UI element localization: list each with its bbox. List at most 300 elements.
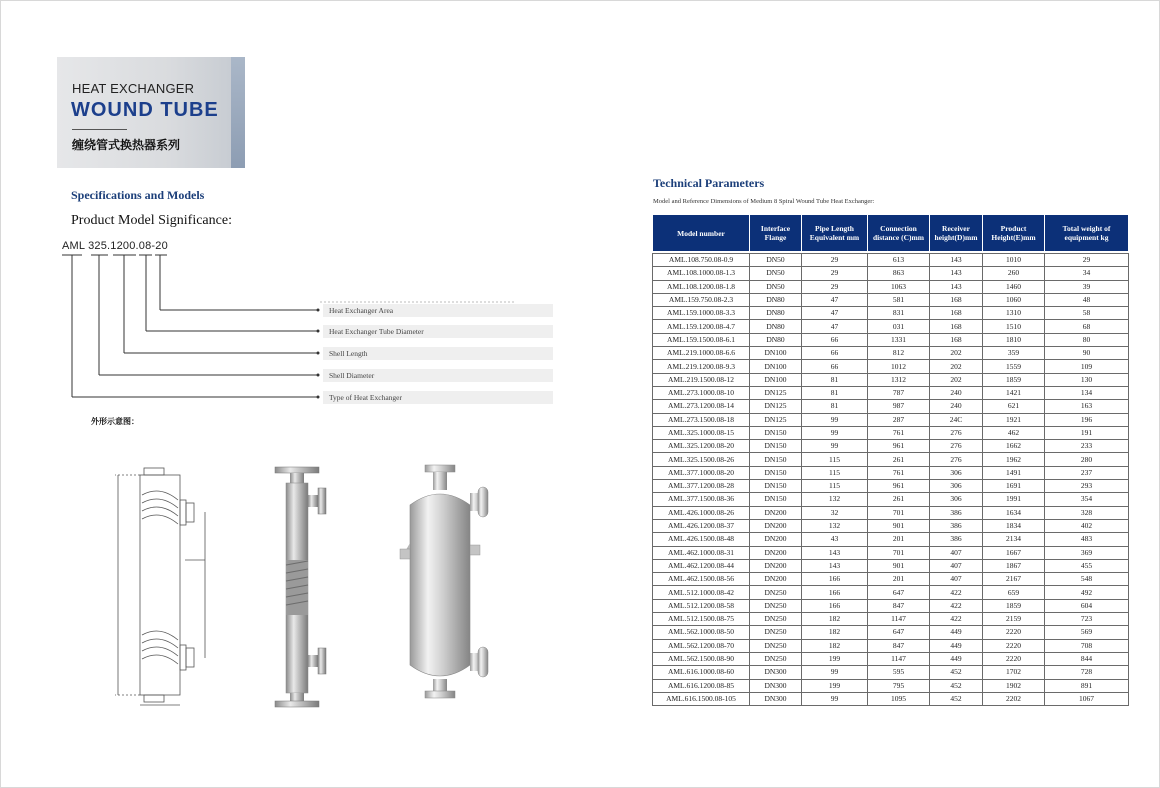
- table-cell: 24C: [930, 413, 983, 426]
- table-body: [653, 252, 1129, 706]
- table-cell: AML.616.1200.08-85: [653, 679, 750, 692]
- table-cell: 199: [802, 652, 868, 665]
- table-cell: AML.159.750.08-2.3: [653, 293, 750, 306]
- table-cell: 595: [868, 666, 930, 679]
- label-shell-length: Shell Length: [323, 347, 553, 360]
- table-cell: AML.562.1200.08-70: [653, 639, 750, 652]
- table-row: [653, 413, 1129, 426]
- table-cell: 659: [983, 586, 1045, 599]
- table-cell: AML.325.1500.08-26: [653, 453, 750, 466]
- table-cell: 43: [802, 533, 868, 546]
- table-cell: 452: [930, 692, 983, 705]
- table-cell: AML.219.1200.08-9.3: [653, 360, 750, 373]
- table-cell: 143: [802, 546, 868, 559]
- table-cell: 723: [1045, 613, 1129, 626]
- table-cell: 143: [802, 559, 868, 572]
- column-header: Product Height(E)mm: [983, 215, 1045, 252]
- table-cell: DN150: [750, 466, 802, 479]
- table-cell: 90: [1045, 347, 1129, 360]
- table-cell: 130: [1045, 373, 1129, 386]
- table-cell: 369: [1045, 546, 1129, 559]
- table-cell: AML.616.1500.08-105: [653, 692, 750, 705]
- table-cell: AML.426.1200.08-37: [653, 519, 750, 532]
- table-row: [653, 519, 1129, 532]
- table-cell: DN150: [750, 426, 802, 439]
- table-cell: DN250: [750, 652, 802, 665]
- table-cell: DN200: [750, 546, 802, 559]
- table-cell: 1662: [983, 440, 1045, 453]
- table-cell: 202: [930, 373, 983, 386]
- table-header-row: [653, 215, 1129, 252]
- table-cell: 647: [868, 586, 930, 599]
- table-cell: 280: [1045, 453, 1129, 466]
- table-cell: 47: [802, 320, 868, 333]
- table-cell: AML.377.1500.08-36: [653, 493, 750, 506]
- column-header: Connection distance (C)mm: [868, 215, 930, 252]
- table-cell: 166: [802, 573, 868, 586]
- polished-column: [275, 467, 326, 707]
- table-cell: DN125: [750, 400, 802, 413]
- table-cell: 166: [802, 586, 868, 599]
- table-cell: 287: [868, 413, 930, 426]
- table-row: [653, 373, 1129, 386]
- table-row: [653, 426, 1129, 439]
- table-row: [653, 586, 1129, 599]
- column-header: Interface Flange: [750, 215, 802, 252]
- table-cell: 132: [802, 519, 868, 532]
- technical-parameters-heading: Technical Parameters: [653, 176, 765, 190]
- table-cell: 483: [1045, 533, 1129, 546]
- table-cell: 166: [802, 599, 868, 612]
- table-cell: 168: [930, 320, 983, 333]
- table-cell: AML.426.1000.08-26: [653, 506, 750, 519]
- table-cell: 844: [1045, 652, 1129, 665]
- table-cell: DN100: [750, 373, 802, 386]
- table-cell: 2134: [983, 533, 1045, 546]
- model-code: AML 325.1200.08-20: [62, 240, 168, 252]
- table-cell: 240: [930, 386, 983, 399]
- table-cell: DN50: [750, 267, 802, 280]
- table-cell: 163: [1045, 400, 1129, 413]
- table-cell: 708: [1045, 639, 1129, 652]
- table-cell: 031: [868, 320, 930, 333]
- label-shell-diameter: Shell Diameter: [323, 369, 553, 382]
- table-cell: 449: [930, 652, 983, 665]
- table-cell: 891: [1045, 679, 1129, 692]
- table-cell: AML.219.1500.08-12: [653, 373, 750, 386]
- table-cell: 1460: [983, 280, 1045, 293]
- table-cell: 58: [1045, 307, 1129, 320]
- table-cell: 81: [802, 386, 868, 399]
- table-cell: AML.512.1000.08-42: [653, 586, 750, 599]
- table-cell: 422: [930, 586, 983, 599]
- table-cell: 81: [802, 373, 868, 386]
- table-cell: 202: [930, 347, 983, 360]
- table-cell: 847: [868, 639, 930, 652]
- table-cell: 1095: [868, 692, 930, 705]
- table-cell: 201: [868, 573, 930, 586]
- table-cell: 1859: [983, 599, 1045, 612]
- table-cell: DN150: [750, 480, 802, 493]
- table-cell: DN80: [750, 320, 802, 333]
- table-cell: 32: [802, 506, 868, 519]
- table-cell: 29: [802, 267, 868, 280]
- table-cell: 47: [802, 293, 868, 306]
- table-cell: 66: [802, 347, 868, 360]
- table-cell: DN150: [750, 440, 802, 453]
- table-cell: 1491: [983, 466, 1045, 479]
- table-cell: 728: [1045, 666, 1129, 679]
- table-cell: 1010: [983, 254, 1045, 267]
- table-cell: AML.273.1200.08-14: [653, 400, 750, 413]
- table-cell: 66: [802, 360, 868, 373]
- vessel: [400, 465, 488, 698]
- table-cell: DN250: [750, 613, 802, 626]
- table-cell: 452: [930, 666, 983, 679]
- shape-diagram-title: 外形示意图：: [91, 417, 139, 426]
- table-cell: AML.108.1200.08-1.8: [653, 280, 750, 293]
- table-row: [653, 626, 1129, 639]
- table-cell: 1331: [868, 333, 930, 346]
- column-header: Receiver height(D)mm: [930, 215, 983, 252]
- table-row: [653, 293, 1129, 306]
- table-cell: AML.562.1000.08-50: [653, 626, 750, 639]
- column-header: Total weight of equipment kg: [1045, 215, 1129, 252]
- table-cell: 492: [1045, 586, 1129, 599]
- table-cell: 201: [868, 533, 930, 546]
- table-cell: 293: [1045, 480, 1129, 493]
- table-cell: 1810: [983, 333, 1045, 346]
- table-cell: 613: [868, 254, 930, 267]
- table-cell: 761: [868, 466, 930, 479]
- table-cell: 68: [1045, 320, 1129, 333]
- column-header: Model number: [653, 215, 750, 252]
- table-cell: 80: [1045, 333, 1129, 346]
- table-cell: 182: [802, 639, 868, 652]
- table-cell: 1312: [868, 373, 930, 386]
- table-row: [653, 573, 1129, 586]
- label-type-of-exchanger: Type of Heat Exchanger: [323, 391, 553, 404]
- table-cell: 1147: [868, 652, 930, 665]
- table-cell: 132: [802, 493, 868, 506]
- table-cell: 422: [930, 599, 983, 612]
- table-cell: AML.108.1000.08-1.3: [653, 267, 750, 280]
- table-cell: 1060: [983, 293, 1045, 306]
- table-cell: 386: [930, 519, 983, 532]
- table-row: [653, 466, 1129, 479]
- table-cell: 1702: [983, 666, 1045, 679]
- table-cell: 47: [802, 307, 868, 320]
- table-cell: 99: [802, 440, 868, 453]
- table-row: [653, 440, 1129, 453]
- table-cell: DN250: [750, 639, 802, 652]
- table-cell: DN50: [750, 280, 802, 293]
- table-row: [653, 533, 1129, 546]
- table-cell: 1691: [983, 480, 1045, 493]
- table-cell: 1012: [868, 360, 930, 373]
- table-row: [653, 386, 1129, 399]
- table-cell: 143: [930, 267, 983, 280]
- table-cell: 115: [802, 480, 868, 493]
- table-cell: 569: [1045, 626, 1129, 639]
- table-cell: 196: [1045, 413, 1129, 426]
- title-wound-tube: WOUND TUBE: [71, 99, 219, 121]
- table-cell: 99: [802, 692, 868, 705]
- table-cell: 115: [802, 466, 868, 479]
- table-cell: 306: [930, 480, 983, 493]
- table-cell: DN300: [750, 679, 802, 692]
- table-cell: AML.273.1500.08-18: [653, 413, 750, 426]
- table-cell: AML.377.1000.08-20: [653, 466, 750, 479]
- table-cell: 787: [868, 386, 930, 399]
- table-cell: 407: [930, 546, 983, 559]
- table-cell: 1667: [983, 546, 1045, 559]
- technical-parameters-subheading: Model and Reference Dimensions of Medium 8 Spiral Wound Tube Heat Exchanger:: [653, 198, 875, 205]
- table-cell: DN150: [750, 453, 802, 466]
- table-cell: 354: [1045, 493, 1129, 506]
- table-cell: 168: [930, 307, 983, 320]
- table-cell: AML.159.1000.08-3.3: [653, 307, 750, 320]
- table-cell: 261: [868, 453, 930, 466]
- table-cell: 168: [930, 333, 983, 346]
- table-cell: 449: [930, 626, 983, 639]
- table-cell: 831: [868, 307, 930, 320]
- table-cell: 462: [983, 426, 1045, 439]
- table-cell: DN80: [750, 333, 802, 346]
- table-cell: 276: [930, 453, 983, 466]
- table-row: [653, 280, 1129, 293]
- table-cell: 455: [1045, 559, 1129, 572]
- table-cell: 1559: [983, 360, 1045, 373]
- table-row: [653, 254, 1129, 267]
- model-significance-heading: Product Model Significance:: [71, 213, 232, 228]
- table-cell: 402: [1045, 519, 1129, 532]
- table-cell: AML.159.1500.08-6.1: [653, 333, 750, 346]
- table-row: [653, 639, 1129, 652]
- table-cell: 306: [930, 493, 983, 506]
- table-row: [653, 652, 1129, 665]
- table-cell: 240: [930, 400, 983, 413]
- table-cell: 1902: [983, 679, 1045, 692]
- table-row: [653, 679, 1129, 692]
- table-cell: 134: [1045, 386, 1129, 399]
- table-cell: 2159: [983, 613, 1045, 626]
- table-cell: DN100: [750, 347, 802, 360]
- table-cell: 359: [983, 347, 1045, 360]
- table-cell: 581: [868, 293, 930, 306]
- table-cell: 109: [1045, 360, 1129, 373]
- table-cell: 987: [868, 400, 930, 413]
- title-heat-exchanger: HEAT EXCHANGER: [72, 81, 195, 96]
- table-row: [653, 666, 1129, 679]
- table-cell: 548: [1045, 573, 1129, 586]
- table-cell: 961: [868, 440, 930, 453]
- table-cell: 795: [868, 679, 930, 692]
- table-cell: DN300: [750, 692, 802, 705]
- table-cell: AML.377.1200.08-28: [653, 480, 750, 493]
- table-cell: 233: [1045, 440, 1129, 453]
- table-cell: 1147: [868, 613, 930, 626]
- table-cell: DN200: [750, 519, 802, 532]
- table-cell: 1067: [1045, 692, 1129, 705]
- table-cell: 1834: [983, 519, 1045, 532]
- table-cell: 143: [930, 280, 983, 293]
- table-cell: 2202: [983, 692, 1045, 705]
- table-cell: 237: [1045, 466, 1129, 479]
- table-cell: 48: [1045, 293, 1129, 306]
- table-cell: 261: [868, 493, 930, 506]
- table-cell: DN250: [750, 599, 802, 612]
- table-cell: 452: [930, 679, 983, 692]
- table-cell: 29: [1045, 254, 1129, 267]
- table-cell: 99: [802, 666, 868, 679]
- table-cell: 1991: [983, 493, 1045, 506]
- table-cell: 99: [802, 426, 868, 439]
- column-header: Pipe Length Equivalent mm: [802, 215, 868, 252]
- table-cell: DN150: [750, 493, 802, 506]
- table-cell: DN200: [750, 559, 802, 572]
- table-cell: AML.512.1500.08-75: [653, 613, 750, 626]
- table-cell: 260: [983, 267, 1045, 280]
- table-cell: 29: [802, 254, 868, 267]
- table-cell: 1921: [983, 413, 1045, 426]
- table-row: [653, 613, 1129, 626]
- table-row: [653, 333, 1129, 346]
- table-cell: DN250: [750, 626, 802, 639]
- table-cell: 39: [1045, 280, 1129, 293]
- table-cell: 1421: [983, 386, 1045, 399]
- table-cell: 2167: [983, 573, 1045, 586]
- table-cell: 1859: [983, 373, 1045, 386]
- table-cell: 1634: [983, 506, 1045, 519]
- table-cell: 29: [802, 280, 868, 293]
- table-cell: AML.108.750.08-0.9: [653, 254, 750, 267]
- table-cell: AML.616.1000.08-60: [653, 666, 750, 679]
- table-cell: 34: [1045, 267, 1129, 280]
- table-cell: 1510: [983, 320, 1045, 333]
- table-row: [653, 320, 1129, 333]
- line-drawing: [115, 468, 205, 705]
- table-cell: 386: [930, 533, 983, 546]
- table-cell: AML.462.1200.08-44: [653, 559, 750, 572]
- specifications-heading: Specifications and Models: [71, 188, 205, 202]
- table-cell: 761: [868, 426, 930, 439]
- label-tube-diameter: Heat Exchanger Tube Diameter: [323, 325, 553, 338]
- table-cell: 202: [930, 360, 983, 373]
- table-cell: 168: [930, 293, 983, 306]
- table-cell: 901: [868, 519, 930, 532]
- table-row: [653, 347, 1129, 360]
- table-cell: 621: [983, 400, 1045, 413]
- table-row: [653, 599, 1129, 612]
- table-cell: DN250: [750, 586, 802, 599]
- table-cell: 407: [930, 559, 983, 572]
- heat-exchanger-illustrations: [100, 455, 600, 715]
- table-cell: 604: [1045, 599, 1129, 612]
- table-cell: 1867: [983, 559, 1045, 572]
- table-cell: 143: [930, 254, 983, 267]
- table-row: [653, 546, 1129, 559]
- parameters-table: [652, 214, 1129, 706]
- table-cell: 961: [868, 480, 930, 493]
- table-row: [653, 307, 1129, 320]
- table-cell: 276: [930, 440, 983, 453]
- table-cell: 1063: [868, 280, 930, 293]
- table-cell: AML.426.1500.08-48: [653, 533, 750, 546]
- table-cell: 1962: [983, 453, 1045, 466]
- table-row: [653, 506, 1129, 519]
- table-cell: AML.462.1000.08-31: [653, 546, 750, 559]
- table-cell: 276: [930, 426, 983, 439]
- table-cell: AML.562.1500.08-90: [653, 652, 750, 665]
- table-cell: DN50: [750, 254, 802, 267]
- table-cell: AML.325.1200.08-20: [653, 440, 750, 453]
- table-cell: 701: [868, 546, 930, 559]
- table-cell: 449: [930, 639, 983, 652]
- table-cell: DN125: [750, 386, 802, 399]
- table-cell: DN80: [750, 307, 802, 320]
- table-cell: 66: [802, 333, 868, 346]
- table-cell: 306: [930, 466, 983, 479]
- table-row: [653, 493, 1129, 506]
- table-cell: 863: [868, 267, 930, 280]
- table-cell: 2220: [983, 652, 1045, 665]
- table-cell: 99: [802, 413, 868, 426]
- table-cell: 2220: [983, 626, 1045, 639]
- table-cell: DN100: [750, 360, 802, 373]
- table-cell: 182: [802, 626, 868, 639]
- table-cell: 2220: [983, 639, 1045, 652]
- table-cell: DN300: [750, 666, 802, 679]
- table-cell: 191: [1045, 426, 1129, 439]
- table-row: [653, 360, 1129, 373]
- table-cell: AML.159.1200.08-4.7: [653, 320, 750, 333]
- table-cell: 422: [930, 613, 983, 626]
- table-row: [653, 559, 1129, 572]
- table-cell: 386: [930, 506, 983, 519]
- table-row: [653, 400, 1129, 413]
- table-cell: DN200: [750, 533, 802, 546]
- table-cell: 847: [868, 599, 930, 612]
- table-cell: DN200: [750, 573, 802, 586]
- label-heat-exchanger-area: Heat Exchanger Area: [323, 304, 553, 317]
- table-cell: 1310: [983, 307, 1045, 320]
- table-cell: 182: [802, 613, 868, 626]
- table-cell: 701: [868, 506, 930, 519]
- table-cell: AML.512.1200.08-58: [653, 599, 750, 612]
- table-cell: AML.219.1000.08-6.6: [653, 347, 750, 360]
- title-chinese: 缠绕管式换热器系列: [72, 138, 181, 152]
- table-row: [653, 480, 1129, 493]
- table-cell: DN80: [750, 293, 802, 306]
- table-cell: 81: [802, 400, 868, 413]
- table-cell: 647: [868, 626, 930, 639]
- table-cell: AML.462.1500.08-56: [653, 573, 750, 586]
- table-cell: 199: [802, 679, 868, 692]
- table-cell: AML.273.1000.08-10: [653, 386, 750, 399]
- table-cell: DN200: [750, 506, 802, 519]
- table-cell: AML.325.1000.08-15: [653, 426, 750, 439]
- table-cell: 812: [868, 347, 930, 360]
- table-cell: DN125: [750, 413, 802, 426]
- table-cell: 407: [930, 573, 983, 586]
- table-cell: 901: [868, 559, 930, 572]
- table-row: [653, 267, 1129, 280]
- table-cell: 115: [802, 453, 868, 466]
- table-cell: 328: [1045, 506, 1129, 519]
- table-row: [653, 453, 1129, 466]
- table-row: [653, 692, 1129, 705]
